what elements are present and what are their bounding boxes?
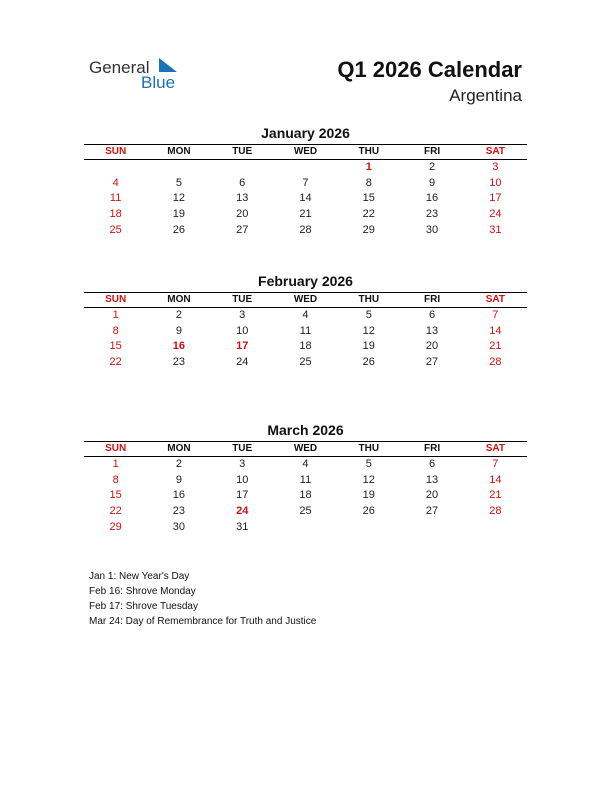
day-cell: 18 bbox=[299, 489, 312, 502]
day-cell: 19 bbox=[362, 489, 375, 502]
month-title: January 2026 bbox=[261, 125, 350, 141]
day-cell: 12 bbox=[362, 473, 375, 486]
day-cell: 18 bbox=[299, 340, 312, 353]
day-cell: 8 bbox=[112, 473, 119, 486]
weekday-label: SUN bbox=[105, 443, 127, 454]
day-cell: 19 bbox=[172, 208, 186, 221]
week-row bbox=[84, 504, 527, 520]
day-cell: 14 bbox=[489, 324, 502, 337]
day-cell: 26 bbox=[172, 223, 186, 236]
week-row bbox=[84, 324, 527, 340]
day-cell: 7 bbox=[492, 458, 499, 470]
day-cell: 15 bbox=[362, 192, 375, 205]
day-cell: 2 bbox=[428, 161, 436, 173]
day-cell: 3 bbox=[239, 458, 246, 470]
day-cell: 8 bbox=[112, 324, 119, 337]
day-cell: 15 bbox=[109, 489, 122, 502]
day-cell: 4 bbox=[302, 458, 309, 470]
day-cell: 5 bbox=[365, 458, 372, 470]
day-cell: 18 bbox=[109, 208, 122, 221]
day-cell: 31 bbox=[489, 223, 502, 236]
weekday-label: TUE bbox=[232, 443, 253, 454]
day-cell: 3 bbox=[492, 161, 499, 173]
weekday-label: SAT bbox=[485, 443, 505, 454]
day-cell: 20 bbox=[236, 208, 249, 221]
day-cell: 31 bbox=[236, 520, 249, 533]
day-cell: 7 bbox=[302, 176, 309, 189]
day-cell: 5 bbox=[175, 176, 182, 189]
day-cell: 8 bbox=[365, 176, 372, 189]
weekday-label: WED bbox=[293, 443, 318, 454]
day-cell: 10 bbox=[489, 176, 502, 189]
day-cell bbox=[147, 160, 210, 176]
week-row bbox=[84, 473, 527, 489]
day-cell: 11 bbox=[109, 192, 122, 205]
week-row bbox=[84, 160, 527, 176]
day-cell bbox=[274, 520, 337, 536]
weekday-label: THU bbox=[358, 146, 380, 157]
page-title: Q1 2026 Calendar bbox=[337, 57, 522, 82]
weekday-label: MON bbox=[167, 294, 191, 305]
day-cell: 11 bbox=[299, 473, 312, 486]
day-cell: 10 bbox=[236, 324, 249, 337]
day-cell bbox=[464, 520, 527, 536]
day-cell: 6 bbox=[239, 176, 246, 189]
day-cell: 13 bbox=[425, 473, 439, 486]
day-cell: 20 bbox=[425, 489, 439, 502]
day-cell: 28 bbox=[299, 223, 312, 236]
day-cell: 22 bbox=[362, 208, 375, 221]
weekday-label: SAT bbox=[485, 294, 505, 305]
month-title: March 2026 bbox=[267, 422, 344, 438]
weekday-label: FRI bbox=[423, 294, 441, 305]
day-cell: 16 bbox=[172, 489, 186, 502]
day-cell: 23 bbox=[172, 356, 186, 369]
day-cell: 24 bbox=[489, 208, 502, 221]
day-cell: 14 bbox=[489, 473, 502, 486]
week-row bbox=[84, 223, 527, 239]
day-cell: 19 bbox=[362, 340, 375, 353]
weekday-label: WED bbox=[293, 146, 318, 157]
day-cell: 21 bbox=[489, 340, 502, 353]
day-cell: 13 bbox=[425, 324, 439, 337]
weekday-label: FRI bbox=[423, 443, 441, 454]
day-cell: 24 bbox=[236, 356, 249, 369]
day-cell: 5 bbox=[365, 309, 372, 321]
day-cell: 1 bbox=[112, 458, 119, 470]
day-cell: 11 bbox=[299, 324, 312, 337]
day-cell: 4 bbox=[302, 309, 309, 321]
weekday-label: THU bbox=[358, 294, 380, 305]
week-row bbox=[84, 308, 527, 324]
day-cell: 25 bbox=[109, 223, 122, 236]
day-cell: 12 bbox=[362, 324, 375, 337]
day-cell: 29 bbox=[362, 223, 375, 236]
holiday-day-cell: 1 bbox=[365, 161, 372, 173]
weekday-label: TUE bbox=[232, 146, 253, 157]
weekday-label: SUN bbox=[105, 146, 127, 157]
month-calendar-february bbox=[84, 272, 527, 371]
day-cell: 14 bbox=[299, 192, 312, 205]
week-row bbox=[84, 176, 527, 192]
holiday-day-cell: 24 bbox=[236, 505, 249, 518]
week-row bbox=[84, 520, 527, 536]
weekday-label: SUN bbox=[105, 294, 127, 305]
week-row bbox=[84, 191, 527, 207]
day-cell bbox=[337, 520, 400, 536]
holiday-note: Feb 17: Shrove Tuesday bbox=[89, 601, 198, 612]
logo-flag-icon bbox=[159, 58, 177, 72]
day-cell: 1 bbox=[112, 309, 119, 321]
weekday-label: WED bbox=[293, 294, 318, 305]
day-cell: 16 bbox=[425, 192, 439, 205]
generalblue-logo bbox=[89, 54, 189, 94]
weekday-label: FRI bbox=[423, 146, 441, 157]
logo-word-blue: Blue bbox=[141, 73, 176, 92]
weekday-label: SAT bbox=[485, 146, 505, 157]
weekday-label: MON bbox=[167, 146, 191, 157]
weekday-header-row bbox=[84, 144, 527, 160]
day-cell: 26 bbox=[362, 356, 375, 369]
day-cell: 23 bbox=[172, 505, 186, 518]
day-cell: 27 bbox=[236, 223, 249, 236]
holiday-day-cell: 17 bbox=[236, 340, 249, 353]
day-cell: 30 bbox=[425, 223, 439, 236]
day-cell bbox=[211, 160, 274, 176]
day-cell bbox=[84, 160, 147, 176]
day-cell: 27 bbox=[425, 505, 439, 518]
day-cell: 25 bbox=[299, 505, 312, 518]
week-row bbox=[84, 339, 527, 355]
month-title: February 2026 bbox=[258, 273, 353, 289]
day-cell: 2 bbox=[175, 458, 182, 470]
week-row bbox=[84, 457, 527, 473]
weekday-label: THU bbox=[358, 443, 380, 454]
weekday-label: TUE bbox=[232, 294, 253, 305]
day-cell: 29 bbox=[109, 520, 122, 533]
week-row bbox=[84, 355, 527, 371]
holiday-day-cell: 16 bbox=[172, 340, 186, 353]
day-cell: 2 bbox=[175, 309, 182, 321]
day-cell: 28 bbox=[489, 356, 502, 369]
day-cell: 22 bbox=[109, 356, 122, 369]
day-cell: 23 bbox=[425, 208, 439, 221]
day-cell: 10 bbox=[236, 473, 249, 486]
day-cell: 3 bbox=[239, 309, 246, 321]
day-cell: 15 bbox=[109, 340, 122, 353]
holiday-note: Feb 16: Shrove Monday bbox=[89, 586, 196, 597]
month-calendar-march bbox=[84, 421, 527, 535]
day-cell: 6 bbox=[428, 458, 436, 470]
day-cell: 12 bbox=[172, 192, 186, 205]
day-cell: 4 bbox=[112, 176, 119, 189]
country-subtitle: Argentina bbox=[449, 86, 522, 105]
holiday-notes bbox=[89, 569, 316, 629]
holiday-note: Jan 1: New Year's Day bbox=[89, 571, 190, 582]
day-cell: 27 bbox=[425, 356, 439, 369]
day-cell: 17 bbox=[489, 192, 502, 205]
day-cell: 20 bbox=[425, 340, 439, 353]
day-cell: 9 bbox=[175, 473, 182, 486]
day-cell: 9 bbox=[175, 324, 182, 337]
day-cell: 25 bbox=[299, 356, 312, 369]
day-cell: 21 bbox=[299, 208, 312, 221]
logo-word-general: General bbox=[89, 58, 150, 77]
day-cell: 26 bbox=[362, 505, 375, 518]
day-cell: 22 bbox=[109, 505, 122, 518]
day-cell: 21 bbox=[489, 489, 502, 502]
weekday-header-row bbox=[84, 441, 527, 457]
weekday-label: MON bbox=[167, 443, 191, 454]
week-row bbox=[84, 488, 527, 504]
month-calendar-january bbox=[84, 124, 527, 238]
day-cell: 13 bbox=[236, 192, 249, 205]
day-cell: 17 bbox=[236, 489, 249, 502]
day-cell bbox=[400, 520, 463, 536]
holiday-note: Mar 24: Day of Remembrance for Truth and Justice bbox=[89, 616, 317, 627]
day-cell: 7 bbox=[492, 309, 499, 321]
day-cell: 30 bbox=[172, 520, 186, 533]
week-row bbox=[84, 207, 527, 223]
day-cell: 6 bbox=[428, 309, 436, 321]
day-cell: 28 bbox=[489, 505, 502, 518]
weekday-header-row bbox=[84, 292, 527, 308]
day-cell bbox=[274, 160, 337, 176]
day-cell: 9 bbox=[428, 176, 436, 189]
